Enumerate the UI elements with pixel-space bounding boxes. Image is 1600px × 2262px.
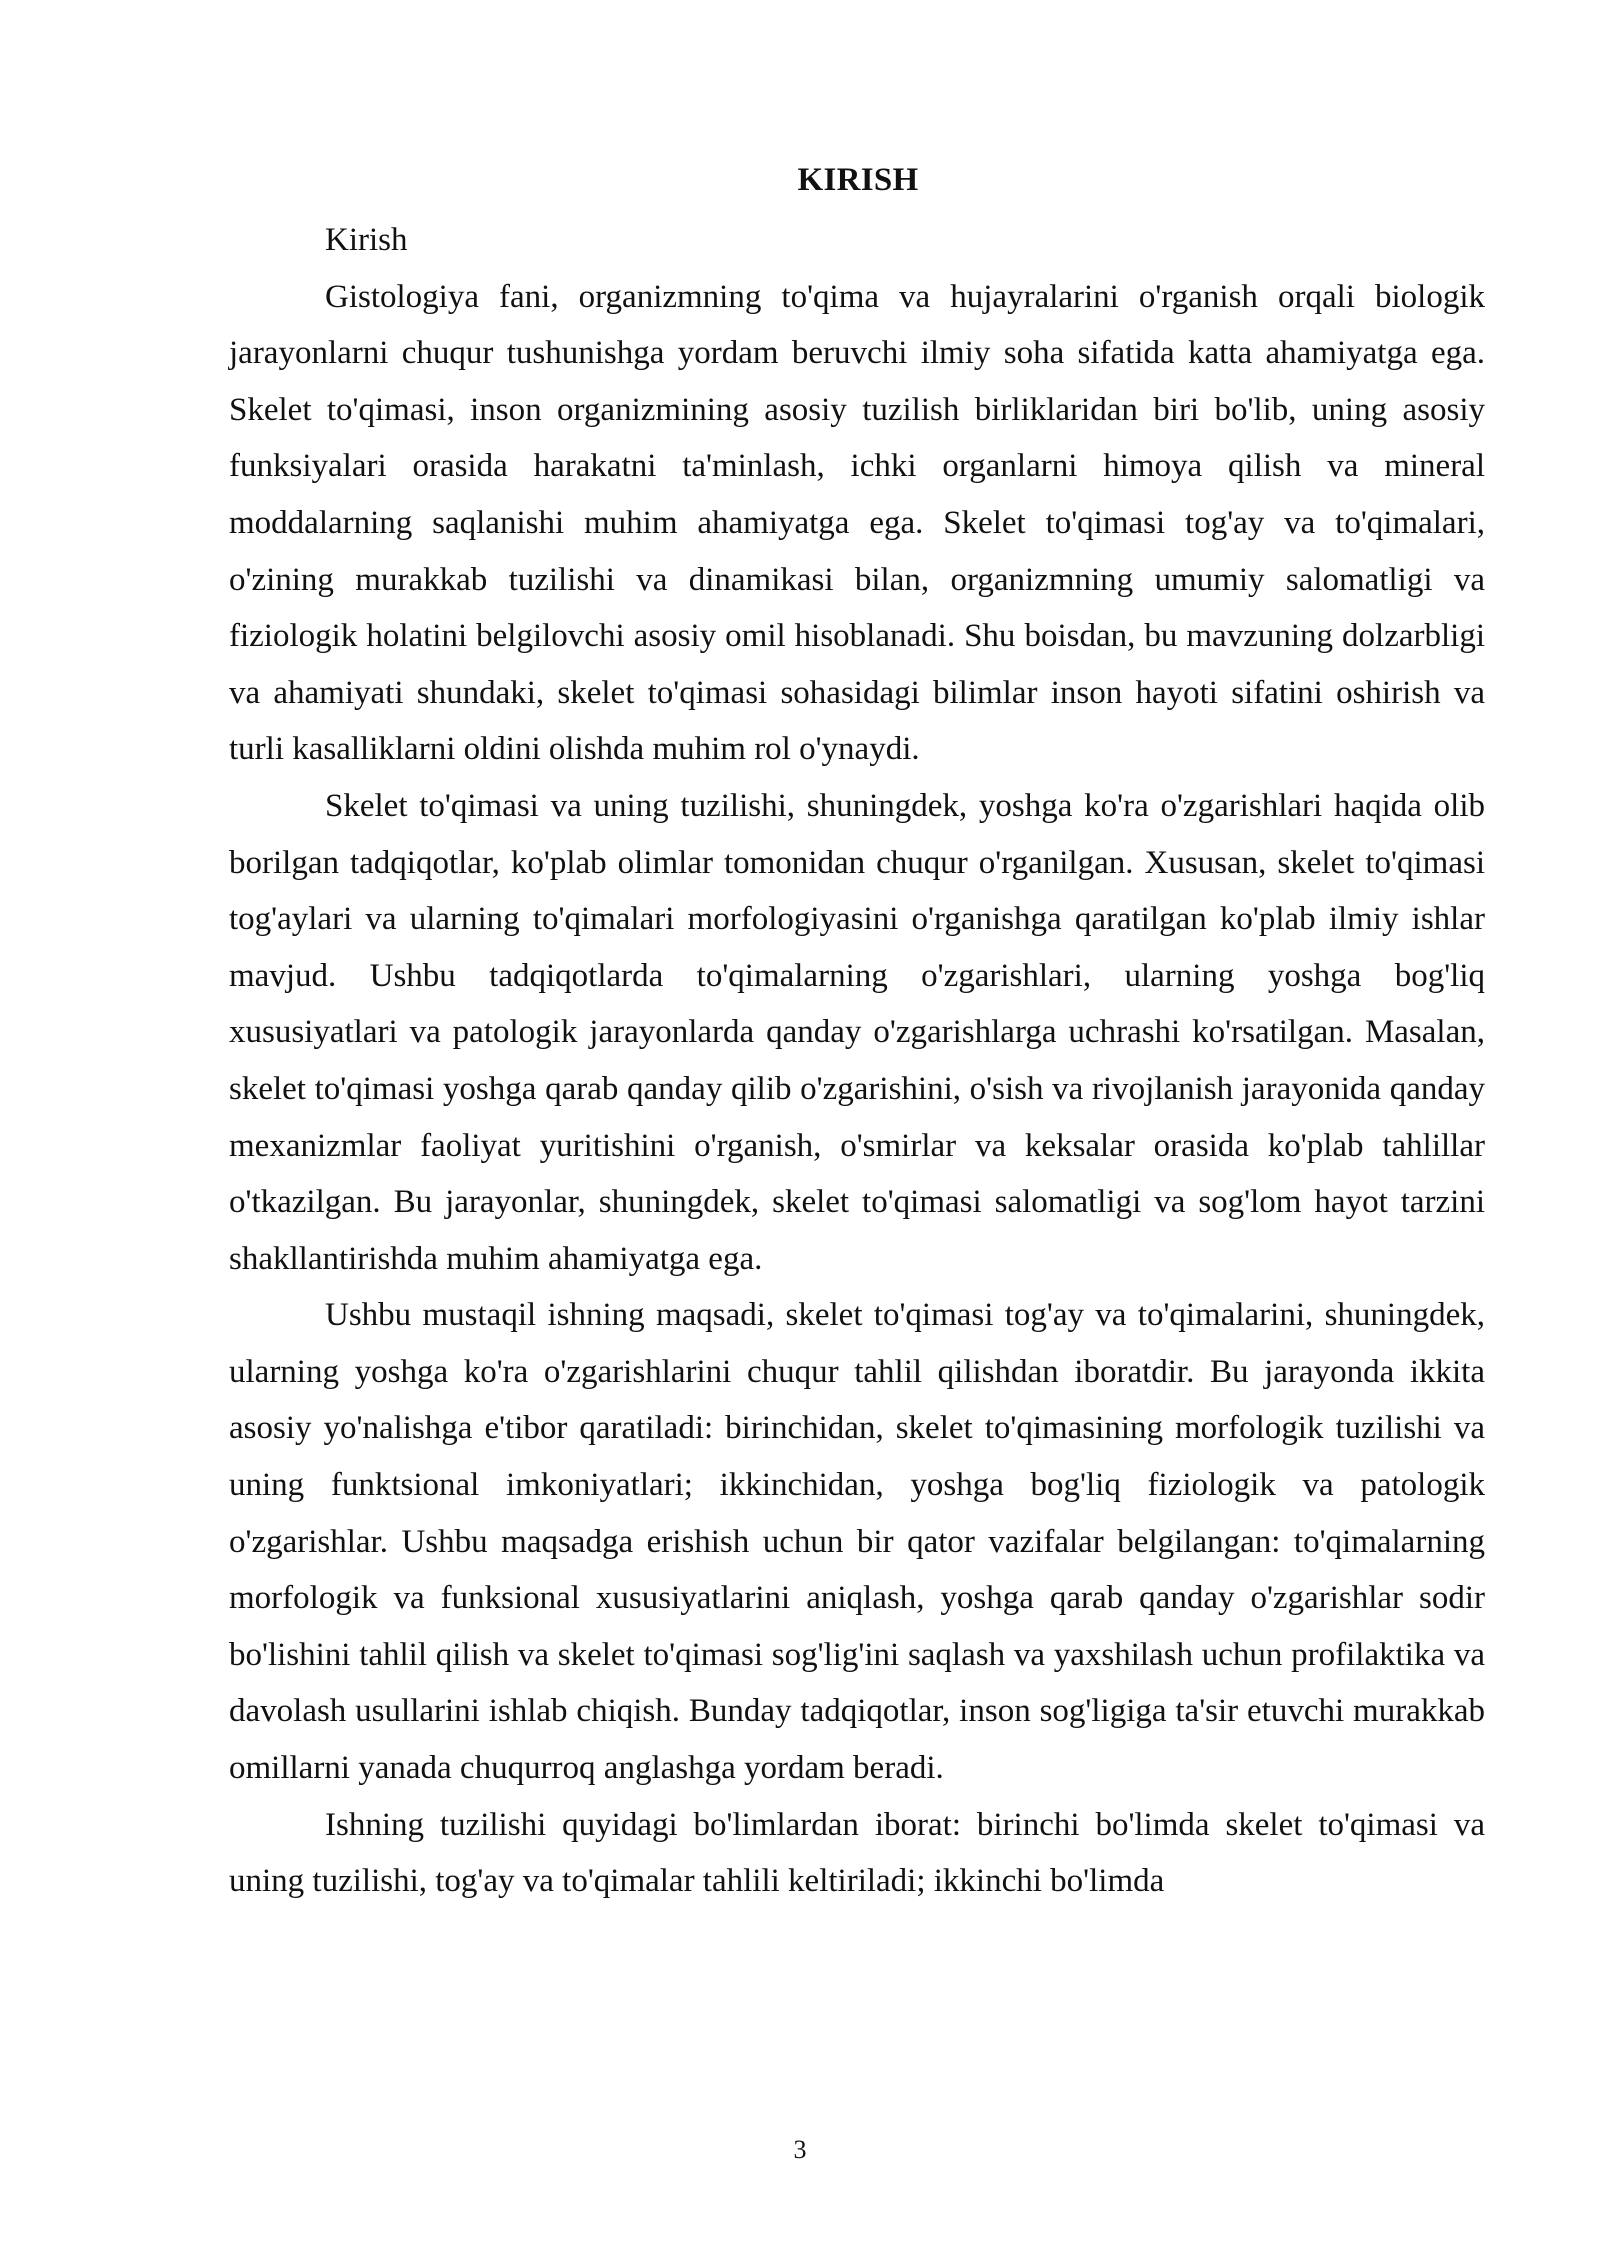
paragraph: Gistologiya fani, organizmning to'qima va hujayralarini o'rganish orqali biologik jarayonlarni chuqur tushunishga yordam beruvchi ilmiy soha sifatida katta ahamiyatga ega. Skelet to'qimasi, inson organizmining asosiy tuzilish birliklaridan biri bo'lib, uning asosiy funksiyalari orasida harakatni ta'minlash, ichki organlarni himoya qilish va mineral moddalarning saqlanishi muhim ahamiyatga ega. Skelet to'qimasi tog'ay va to'qimalari, o'zining murakkab tuzilishi va dinamikasi bilan, organizmning umumiy salomatligi va fiziologik holatini belgilovchi asosiy omil hisoblanadi. Shu boisdan, bu mavzuning dolzarbligi va ahamiyati shundaki, skelet to'qimasi sohasidagi bilimlar inson hayoti sifatini oshirish va turli kasalliklarni oldini olishda muhim rol o'ynaydi.	[229, 278, 1485, 768]
page-title: KIRISH	[797, 162, 919, 198]
page-number: 3	[793, 2135, 807, 2164]
paragraph: Skelet to'qimasi va uning tuzilishi, shuningdek, yoshga ko'ra o'zgarishlari haqida olib borilgan tadqiqotlar, ko'plab olimlar tomonidan chuqur o'rganilgan. Xususan, skelet to'qimasi tog'aylari va ularning to'qimalari morfologiyasini o'rganishga qaratilgan ko'plab ilmiy ishlar mavjud. Ushbu tadqiqotlarda to'qimalarning o'zgarishlari, ularning yoshga bog'liq xususiyatlari va patologik jarayonlarda qanday o'zgarishlarga uchrashi ko'rsatilgan. Masalan, skelet to'qimasi yoshga qarab qanday qilib o'zgarishini, o'sish va rivojlanish jarayonida qanday mexanizmlar faoliyat yuritishini o'rganish, o'smirlar va keksalar orasida ko'plab tahlillar o'tkazilgan. Bu jarayonlar, shuningdek, skelet to'qimasi salomatligi va sog'lom hayot tarzini shakllantirishda muhim ahamiyatga ega.	[229, 787, 1485, 1277]
page-content	[229, 160, 1485, 1910]
paragraph: Ushbu mustaqil ishning maqsadi, skelet to'qimasi tog'ay va to'qimalarini, shuningdek, ularning yoshga ko'ra o'zgarishlarini chuqur tahlil qilishdan iboratdir. Bu jarayonda ikkita asosiy yo'nalishga e'tibor qaratiladi: birinchidan, skelet to'qimasining morfologik tuzilishi va uning funktsional imkoniyatlari; ikkinchidan, yoshga bog'liq fiziologik va patologik o'zgarishlar. Ushbu maqsadga erishish uchun bir qator vazifalar belgilangan: to'qimalarning morfologik va funksional xususiyatlarini aniqlash, yoshga qarab qanday o'zgarishlar sodir bo'lishini tahlil qilish va skelet to'qimasi sog'lig'ini saqlash va yaxshilash uchun profilaktika va davolash usullarini ishlab chiqish. Bunday tadqiqotlar, inson sog'ligiga ta'sir etuvchi murakkab omillarni yanada chuqurroq anglashga yordam beradi.	[229, 1297, 1485, 1787]
paragraph: Ishning tuzilishi quyidagi bo'limlardan iborat: birinchi bo'limda skelet to'qimasi va uning tuzilishi, tog'ay va to'qimalar tahlili keltiriladi; ikkinchi bo'limda	[229, 1806, 1485, 1900]
paragraph-heading: Kirish	[325, 222, 408, 258]
